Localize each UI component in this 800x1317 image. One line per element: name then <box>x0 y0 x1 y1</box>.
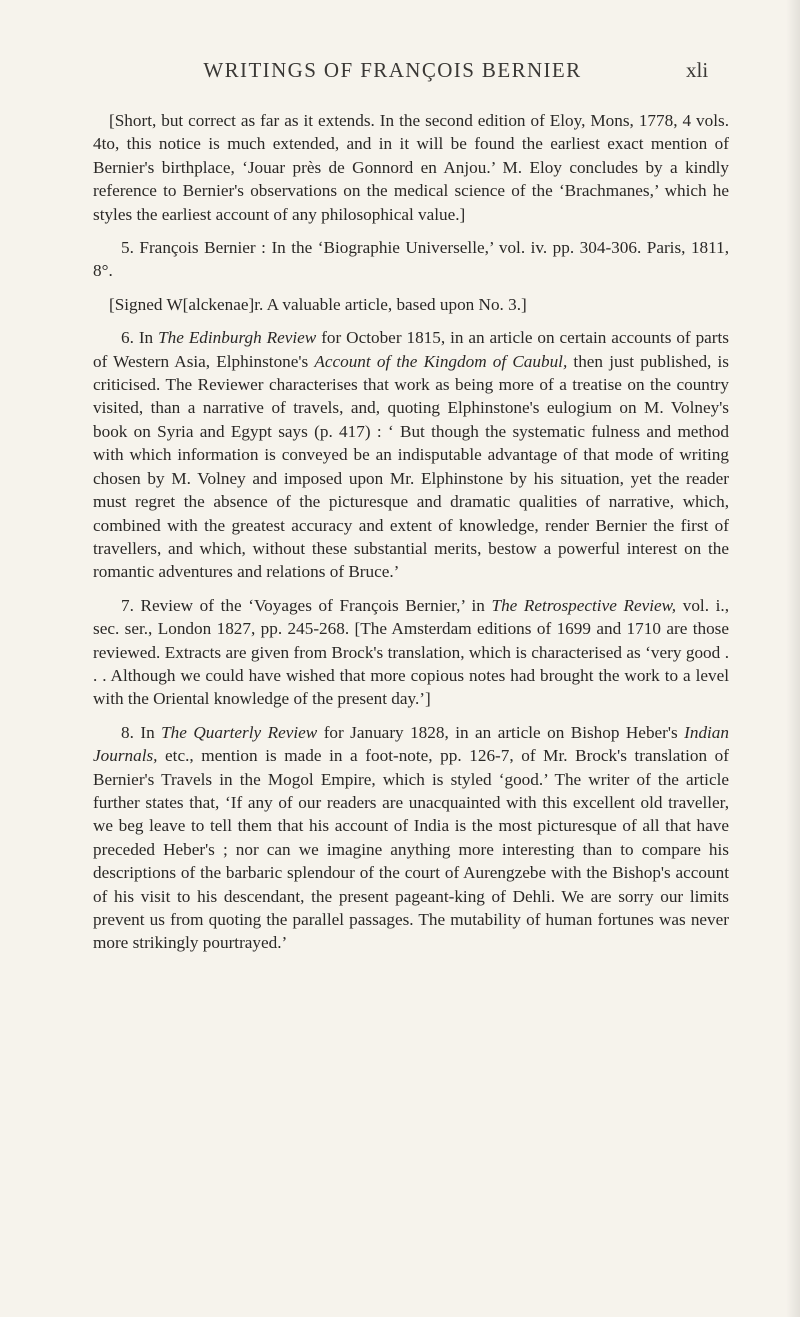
text-segment: [Short, but correct as far as it extends. In the second edition of Eloy, Mons, 1778, 4 vols. 4to, this notice is much extended, and in it will be found the earliest exact mention of Bernier's birthplace, ‘Jouar près de Gonnord en Anjou.’ M. Eloy concludes by a kindly reference to Bernier's observations on the medical science of the ‘Brachmanes,’ which he styles the earliest account of any philosophical value.] <box>93 111 729 224</box>
page-body <box>93 109 729 965</box>
paragraph-item-8 <box>93 721 729 955</box>
text-segment: for January 1828, in an article on Bishop Heber's <box>317 722 685 742</box>
journal-title: The Quarterly Review <box>161 722 318 742</box>
text-segment: etc., mention is made in a foot-note, pp. 126-7, of Mr. Brock's translation of Bernier's Travels in the Mogol Empire, which is styled ‘good.’ The writer of the article further states that, ‘If any of our readers are unacquainted with this excellent old traveller, we beg leave to tell them that his account of India is the most picturesque of all that have preceded Heber's ; nor can we imagine anything more interesting than to compare his descriptions of the barbaric splendour of the court of Aurengzebe with the Bishop's account of his visit to his descendant, the present pageant-king of Dehli. We are sorry our limits prevent us from quoting the parallel passages. The mutability of human fortunes was never more strikingly pourtrayed.’ <box>93 746 729 953</box>
text-segment: 7. Review of the ‘Voyages of François Bernier,’ in <box>121 595 492 615</box>
paragraph-eloy-note <box>93 109 729 226</box>
journal-title: The Edinburgh Review <box>158 328 317 348</box>
text-segment: then just published, is criticised. The Reviewer characterises that work as being more of a treatise on the country visited, than a narrative of travels, and, quoting Elphinstone's eulogium on M. Volney's book on Syria and Egypt says (p. 417) : ‘ But though the systematic fulness and method with which information is conveyed be an indisputable advantage of that mode of writing chosen by M. Volney and imposed upon Mr. Elphinstone by his situation, yet the reader must regret the absence of the picturesque and dramatic qualities of narrative, which, combined with the greatest accuracy and extent of knowledge, render Bernier the first of travellers, and which, without these substantial merits, bestow a powerful interest on the romantic adventures and relations of Bruce.’ <box>93 351 729 582</box>
text-segment: [Signed W[alckenae]r. A valuable article, based upon No. 3.] <box>109 294 527 314</box>
page-number: xli <box>686 58 709 82</box>
text-segment: 5. François Bernier : In the ‘Biographie Universelle,’ vol. iv. pp. 304-306. Paris, 1811, 8°. <box>93 238 729 281</box>
paragraph-item-7 <box>93 594 729 711</box>
page-edge-shadow <box>786 0 800 1317</box>
text-segment: vol. i., sec. ser., London 1827, pp. 245-268. [The Amsterdam editions of 1699 and 1710 are those reviewed. Extracts are given from Brock's translation, which is characterised as ‘very good . . . Although we could have wished that more copious notes had brought the work to a level with the Oriental knowledge of the present day.’] <box>93 595 730 709</box>
paragraph-item-5 <box>93 236 729 283</box>
book-title: Indian Journals, <box>93 722 729 766</box>
text-segment: 8. In <box>121 722 162 742</box>
text-segment: 6. In <box>121 328 159 348</box>
journal-title: The Retrospective Review, <box>491 595 677 615</box>
paragraph-item-6 <box>93 326 729 583</box>
running-title: WRITINGS OF FRANÇOIS BERNIER <box>203 58 582 82</box>
paragraph-item-5-note <box>93 293 729 316</box>
book-title: Account of the Kingdom of Caubul, <box>314 351 568 371</box>
text-segment: for October 1815, in an article on certain accounts of parts of Western Asia, Elphinstone's <box>93 328 729 371</box>
